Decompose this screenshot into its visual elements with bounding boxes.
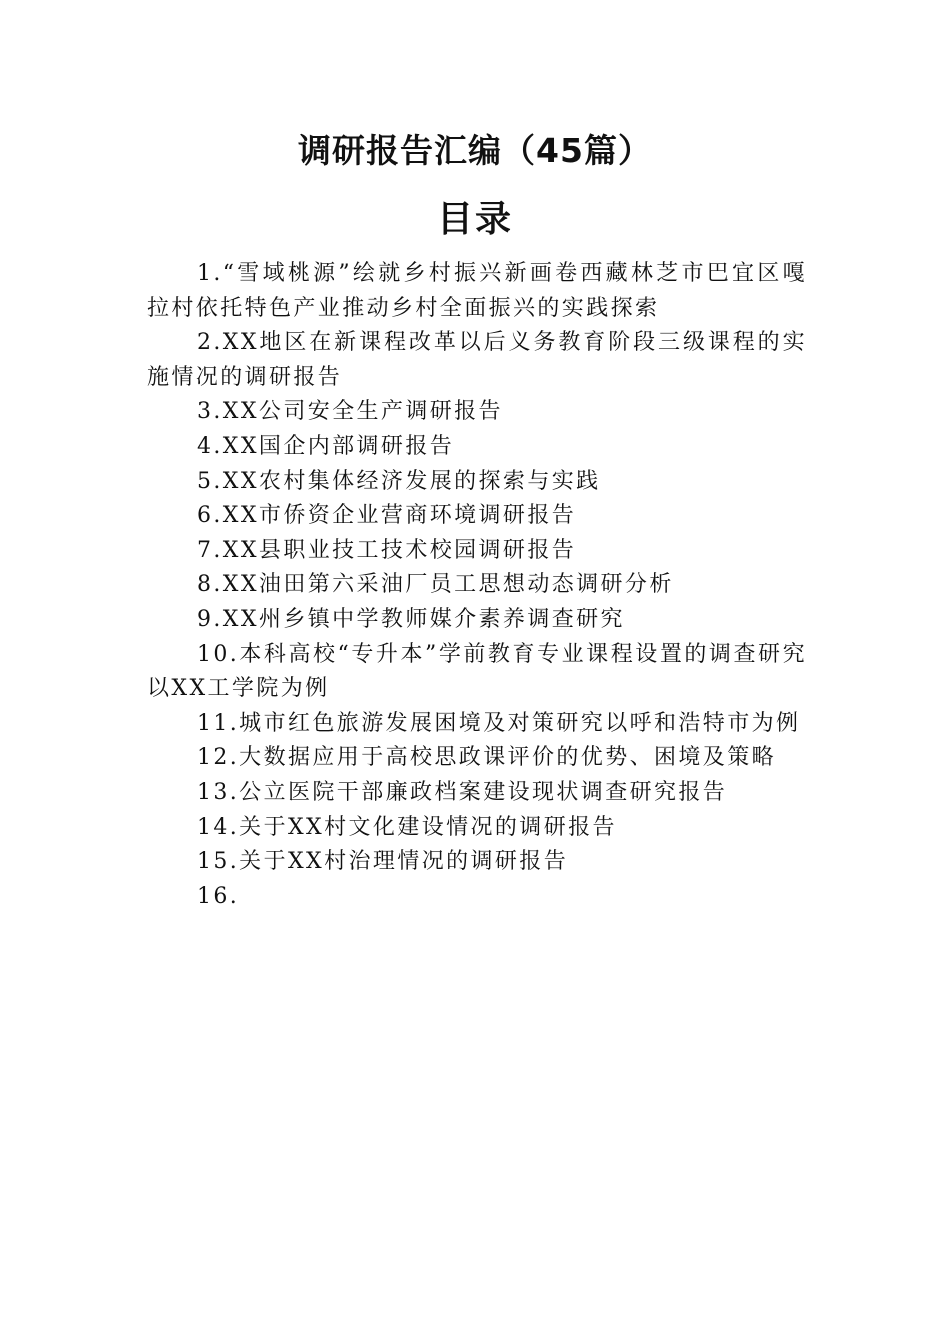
toc-heading: 目录 [436, 199, 513, 240]
toc-item: 16. [197, 883, 240, 909]
toc-item: 9.XX州乡镇中学教师媒介素养调查研究 [197, 606, 625, 632]
toc-item: 10.本科高校“专升本”学前教育专业课程设置的调查研究以XX工学院为例 [147, 641, 807, 702]
toc-item: 6.XX市侨资企业营商环境调研报告 [197, 503, 577, 529]
toc-item: 7.XX县职业技工技术校园调研报告 [197, 537, 577, 563]
toc-item: 3.XX公司安全生产调研报告 [197, 399, 503, 425]
toc-item: 14.关于XX村文化建设情况的调研报告 [197, 814, 617, 840]
toc-item: 4.XX国企内部调研报告 [197, 433, 455, 459]
toc-item: 5.XX农村集体经济发展的探索与实践 [197, 468, 601, 494]
toc-item: 1.“雪域桃源”绘就乡村振兴新画卷西藏林芝市巴宜区嘎拉村依托特色产业推动乡村全面振兴的实践探索 [147, 261, 807, 321]
toc-item: 11.城市红色旅游发展困境及对策研究以呼和浩特市为例 [197, 710, 801, 736]
toc-list [147, 257, 807, 914]
toc-item: 15.关于XX村治理情况的调研报告 [197, 849, 569, 875]
document-title: 调研报告汇编（45篇） [298, 131, 652, 170]
toc-item: 12.大数据应用于高校思政课评价的优势、困境及策略 [197, 745, 776, 771]
toc-item: 13.公立医院干部廉政档案建设现状调查研究报告 [197, 779, 728, 805]
toc-item: 8.XX油田第六采油厂员工思想动态调研分析 [197, 572, 674, 598]
toc-item: 2.XX地区在新课程改革以后义务教育阶段三级课程的实施情况的调研报告 [147, 330, 807, 390]
